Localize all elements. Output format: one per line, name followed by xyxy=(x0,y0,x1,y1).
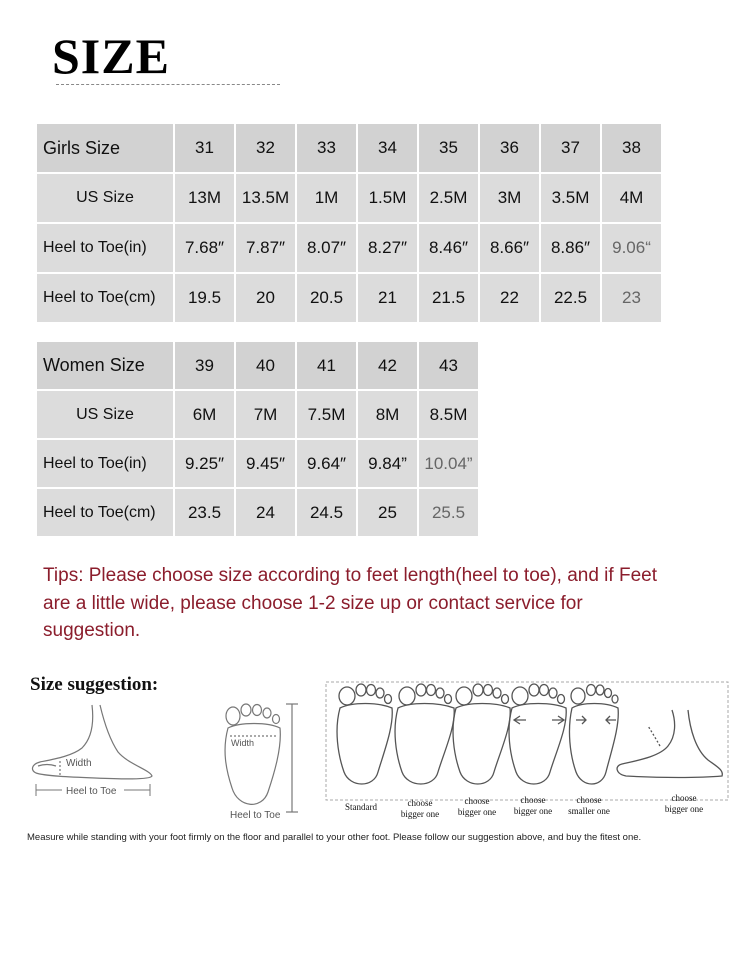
women-size-cell: 43 xyxy=(419,342,478,389)
narrow-foot-icon xyxy=(569,685,618,785)
girls-inches-cell: 9.06“ xyxy=(602,224,661,272)
girls-size-cell: 32 xyxy=(236,124,295,172)
women-inches-cell: 9.64″ xyxy=(297,440,356,487)
women-cm-cell: 24 xyxy=(236,489,295,536)
measure-note: Measure while standing with your foot firmly on the floor and parallel to your other foot. Please follow our suggestion above, and buy the fitest one. xyxy=(27,832,642,843)
women-cm-label: Heel to Toe(cm) xyxy=(37,489,173,536)
girls-cm-cell: 20.5 xyxy=(297,274,356,322)
girls-us-cell: 2.5M xyxy=(419,174,478,222)
table-row xyxy=(37,342,478,389)
girls-size-cell: 36 xyxy=(480,124,539,172)
girls-us-cell: 3.5M xyxy=(541,174,600,222)
high-instep-foot-icon xyxy=(617,710,722,778)
women-size-cell: 41 xyxy=(297,342,356,389)
size-suggestion-title: Size suggestion: xyxy=(30,674,159,695)
girls-inches-cell: 8.86″ xyxy=(541,224,600,272)
women-inches-cell: 10.04” xyxy=(419,440,478,487)
women-cm-cell: 23.5 xyxy=(175,489,234,536)
table-row xyxy=(37,440,478,487)
girls-us-cell: 1.5M xyxy=(358,174,417,222)
girls-cm-label: Heel to Toe(cm) xyxy=(37,274,173,322)
standard-foot-icon xyxy=(337,684,392,784)
girls-cm-cell: 22.5 xyxy=(541,274,600,322)
women-size-cell: 40 xyxy=(236,342,295,389)
girls-cm-cell: 21 xyxy=(358,274,417,322)
girls-us-label: US Size xyxy=(37,174,173,222)
women-size-cell: 39 xyxy=(175,342,234,389)
girls-cm-cell: 21.5 xyxy=(419,274,478,322)
side-foot-icon xyxy=(33,705,152,779)
foot-label: choose xyxy=(576,795,602,805)
girls-us-cell: 13M xyxy=(175,174,234,222)
girls-us-cell: 3M xyxy=(480,174,539,222)
women-us-label: US Size xyxy=(37,391,173,438)
girls-size-cell: 31 xyxy=(175,124,234,172)
women-us-cell: 8.5M xyxy=(419,391,478,438)
women-cm-cell: 24.5 xyxy=(297,489,356,536)
girls-size-header: Girls Size xyxy=(37,124,173,172)
thick-foot-icon xyxy=(453,684,510,784)
girls-inches-cell: 8.07″ xyxy=(297,224,356,272)
foot-label: bigger one xyxy=(664,804,704,814)
table-row xyxy=(37,489,478,536)
sole-length-label: Heel to Toe xyxy=(230,810,281,821)
women-us-cell: 8M xyxy=(358,391,417,438)
girls-size-cell: 33 xyxy=(297,124,356,172)
foot-label: bigger one xyxy=(513,806,553,816)
girls-size-cell: 34 xyxy=(358,124,417,172)
table-row xyxy=(37,174,661,222)
women-size-cell: 42 xyxy=(358,342,417,389)
table-row xyxy=(37,274,661,322)
sole-width-label: Width xyxy=(231,738,255,748)
girls-us-cell: 1M xyxy=(297,174,356,222)
girls-size-cell: 35 xyxy=(419,124,478,172)
foot-label: choose xyxy=(520,795,546,805)
girls-cm-cell: 22 xyxy=(480,274,539,322)
foot-label: choose xyxy=(671,793,697,803)
girls-inches-cell: 8.66″ xyxy=(480,224,539,272)
women-cm-cell: 25 xyxy=(358,489,417,536)
foot-label: choose xyxy=(407,798,433,808)
tips-text: Tips: Please choose size according to feet length(heel to toe), and if Feet are a little wide, please choose 1-2 size up or contact service for suggestion. xyxy=(43,565,657,641)
girls-cm-cell: 23 xyxy=(602,274,661,322)
girls-inches-label: Heel to Toe(in) xyxy=(37,224,173,272)
women-inches-cell: 9.45″ xyxy=(236,440,295,487)
girls-size-cell: 38 xyxy=(602,124,661,172)
women-size-header: Women Size xyxy=(37,342,173,389)
women-inches-cell: 9.84” xyxy=(358,440,417,487)
women-cm-cell: 25.5 xyxy=(419,489,478,536)
foot-label: Standard xyxy=(345,802,377,812)
women-us-cell: 7M xyxy=(236,391,295,438)
side-length-label: Heel to Toe xyxy=(66,786,117,797)
page-title: SIZE xyxy=(52,28,170,84)
table-row xyxy=(37,124,661,172)
girls-size-table xyxy=(35,122,663,324)
table-row xyxy=(37,391,478,438)
girls-inches-cell: 8.27″ xyxy=(358,224,417,272)
broad-foot-icon xyxy=(509,684,566,784)
title-divider xyxy=(56,84,280,85)
girls-cm-cell: 19.5 xyxy=(175,274,234,322)
girls-inches-cell: 7.68″ xyxy=(175,224,234,272)
wide-foot-icon xyxy=(395,684,454,784)
women-us-cell: 7.5M xyxy=(297,391,356,438)
side-width-label: Width xyxy=(66,758,92,769)
women-size-table xyxy=(35,340,480,538)
girls-cm-cell: 20 xyxy=(236,274,295,322)
table-row xyxy=(37,224,661,272)
sole-foot-icon xyxy=(225,704,298,812)
women-inches-label: Heel to Toe(in) xyxy=(37,440,173,487)
foot-diagrams xyxy=(0,660,750,830)
foot-label: smaller one xyxy=(568,806,610,816)
girls-inches-cell: 7.87″ xyxy=(236,224,295,272)
foot-label: choose xyxy=(464,796,490,806)
foot-label: bigger one xyxy=(400,809,440,819)
women-us-cell: 6M xyxy=(175,391,234,438)
girls-us-cell: 4M xyxy=(602,174,661,222)
girls-inches-cell: 8.46″ xyxy=(419,224,478,272)
girls-us-cell: 13.5M xyxy=(236,174,295,222)
girls-size-cell: 37 xyxy=(541,124,600,172)
foot-label: bigger one xyxy=(457,807,497,817)
women-inches-cell: 9.25″ xyxy=(175,440,234,487)
